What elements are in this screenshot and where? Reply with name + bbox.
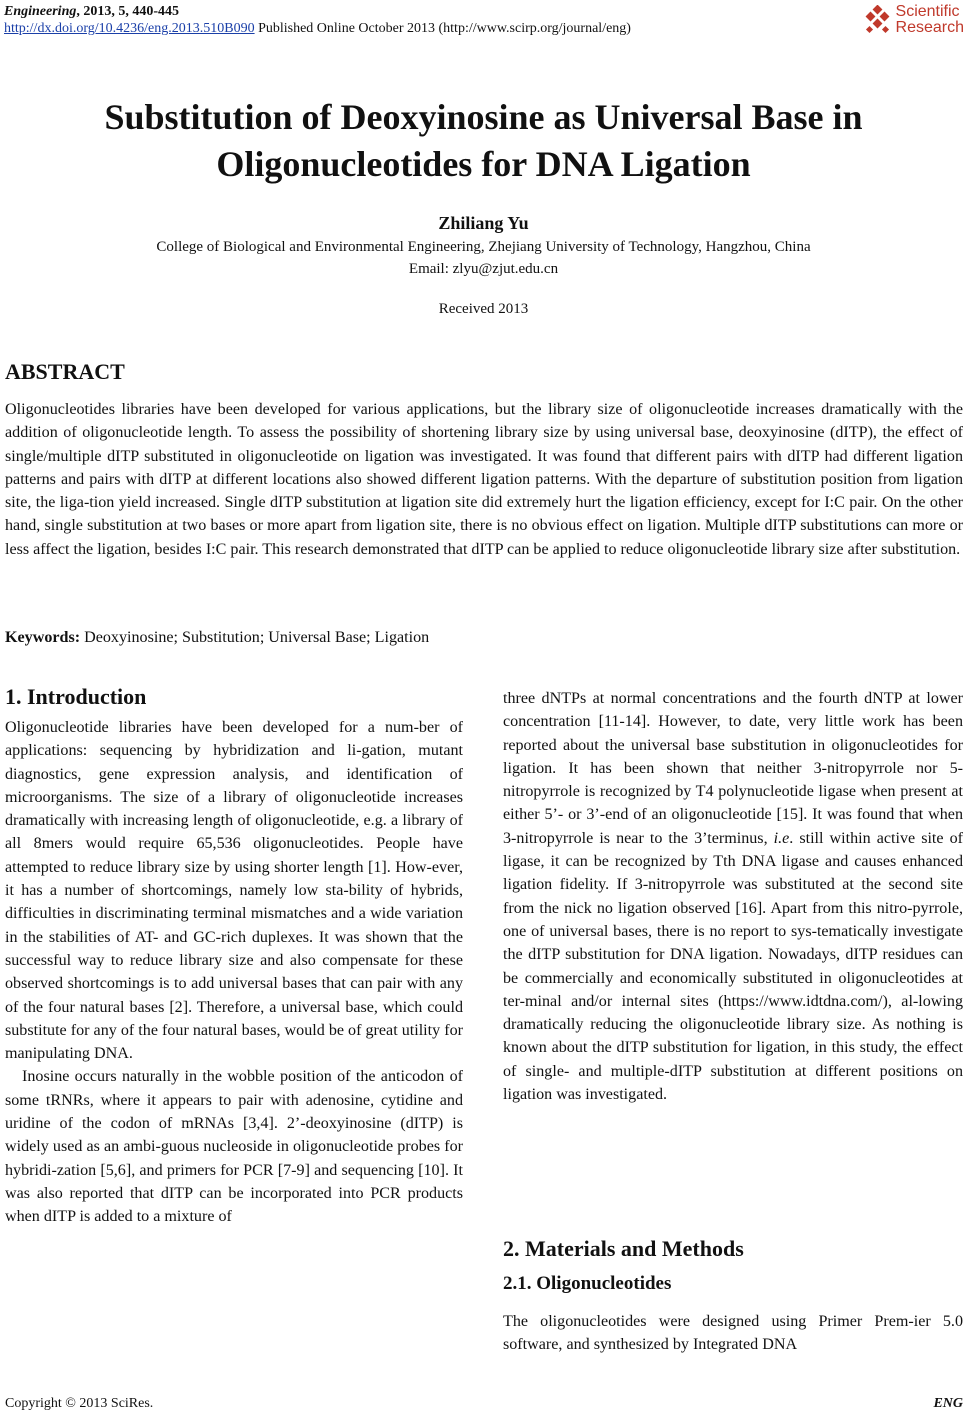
intro-paragraph-3: [503, 687, 963, 1106]
keywords-list: Deoxyinosine; Substitution; Universal Base; Ligation: [80, 629, 430, 646]
journal-abbrev: ENG: [933, 1396, 963, 1411]
journal-volume: , 2013, 5, 440-445: [76, 4, 180, 19]
intro-paragraph-1: Oligonucleotide libraries have been developed for a num-ber of applications: sequencing by hybridization and li-gation, mutant diagnostics, gene expression analysis, and identification of microorganisms. The size of a library of oligonucleotide increases dramatically with increasing length of oligonucleotide, e.g. a library of all 8mers would require 65,536 oligonucleotides. People have attempted to reduce library size by using shorter length [1]. How-ever, it has a number of shortcomings, namely low sta-bility of hybrids, difficulties in discriminating terminal mismatches and a wide variation in the stabilities of AT- and GC-rich duplexes. It was shown that the successful way to reduce library size and also compensate for these observed shortcomings is to add universal bases that can pair with any of the four natural bases [2]. Therefore, a universal base, which could substitute for any of the four natural bases, would be of great utility for manipulating DNA.: [5, 719, 463, 1063]
ie-abbreviation: i.e: [773, 829, 790, 847]
title-line2: Oligonucleotides for DNA Ligation: [216, 144, 751, 184]
keywords: [5, 629, 429, 647]
logo-text: [896, 4, 964, 36]
section-2-heading: 2. Materials and Methods: [503, 1236, 744, 1261]
title-line1: Substitution of Deoxyinosine as Universal Base in: [104, 97, 863, 137]
doi-link[interactable]: http://dx.doi.org/10.4236/eng.2013.510B090: [4, 21, 255, 36]
copyright: Copyright © 2013 SciRes.: [5, 1396, 154, 1411]
right-column: [503, 687, 963, 1106]
journal-name: Engineering: [4, 4, 77, 19]
logo-line2: Research: [895, 19, 964, 36]
abstract-text: Oligonucleotides libraries have been developed for various applications, but the library size of oligonucleotide increases dramatically with the addition of oligonucleotide length. To assess the possibility of shortening library size by using universal base, deoxyinosine (dITP), the effect of single/multiple dITP substituted in oligonucleotide on ligation was investigated. It was found that different pairs with dITP had different ligation patterns and pairs with dITP at different locations also showed different ligation patterns. With the departure of substitution position from ligation site, the liga-tion yield increased. Single dITP substitution at ligation site did extremely hurt the ligation efficiency, except for I:C pair. On the other hand, single substitution at two bases or more apart from ligation site, there is no obvious effect on ligation. Multiple dITP substitutions can more or less affect the ligation, besides I:C pair. This research demonstrated that dITP can be applied to reduce oligonucleotide library size after substitution.: [5, 401, 963, 558]
logo-line1: Scientific: [895, 3, 960, 20]
author-name: Zhiliang Yu: [438, 213, 529, 233]
author-email: Email: zlyu@zjut.edu.cn: [408, 261, 559, 277]
published-online: Published Online October 2013 (http://www.scirp.org/journal/eng): [254, 21, 631, 36]
publisher-logo: [863, 4, 964, 36]
running-header: [4, 3, 631, 37]
journal-citation: [4, 3, 631, 20]
keywords-label: Keywords:: [5, 629, 81, 646]
left-column: [5, 716, 463, 1229]
paper-title: [0, 94, 967, 188]
page-footer: [5, 1396, 963, 1412]
section-2-1-heading: 2.1. Oligonucleotides: [503, 1273, 672, 1294]
received-date: Received 2013: [438, 301, 529, 317]
author-affiliation: College of Biological and Environmental Engineering, Zhejiang University of Technology, Hangzhou, China: [156, 239, 811, 255]
intro-paragraph-3-part2: . still within active site of ligase, it can be recognized by Tth DNA ligase and causes enhanced ligation fidelity. If 3-nitropyrrole was substituted at the second site from the nick no ligation observed [16]. Apart from this nitro-pyrrole, one of universal bases, there is no report to sys-tematically investigate the dITP substitution for DNA ligation. Nowadays, dITP residues can be commercially and economically substituted in oligonucleotides at ter-minal and/or internal sites (https://www.idtdna.com/), al-lowing dramatically reducing the oligonucleotide library size. As nothing is known about the dITP substitution for ligation, in this study, the effect of single- and multiple-dITP substitution at different positions on ligation was investigated.: [503, 829, 964, 1104]
methods-paragraph-1: The oligonucleotides were designed using Primer Prem-ier 5.0 software, and synthesized by Integrated DNA: [503, 1313, 963, 1354]
section-1-heading: 1. Introduction: [5, 684, 147, 709]
scirp-logo-icon: [863, 5, 893, 35]
intro-paragraph-2: Inosine occurs naturally in the wobble position of the anticodon of some tRNRs, where it appears to pair with adenosine, cytidine and uridine of the codon of mRNAs [3,4]. 2’-deoxyinosine (dITP) is widely used as an ambi-guous nucleoside in oligonucleotide probes for hybridi-zation [5,6], and primers for PCR [7-9] and sequencing [10]. It was also reported that dITP can be incorporated into PCR products when dITP is added to a mixture of: [5, 1068, 463, 1226]
abstract-heading: ABSTRACT: [5, 359, 125, 384]
doi-line: [4, 20, 631, 37]
intro-paragraph-3-part1: three dNTPs at normal concentrations and the fourth dNTP at lower concentration [11-14]. However, to date, very little work has been reported about the universal base substitution in oligonucleotides for ligation. It has been shown that neither 3-nitropyrrole nor 5-nitropyrrole is recognized by T4 polynucleotide ligase when present at either 5’- or 3’-end of an oligonucleotide [15]. It was found that when 3-nitropyrrole is near to the 3’terminus,: [503, 690, 963, 847]
